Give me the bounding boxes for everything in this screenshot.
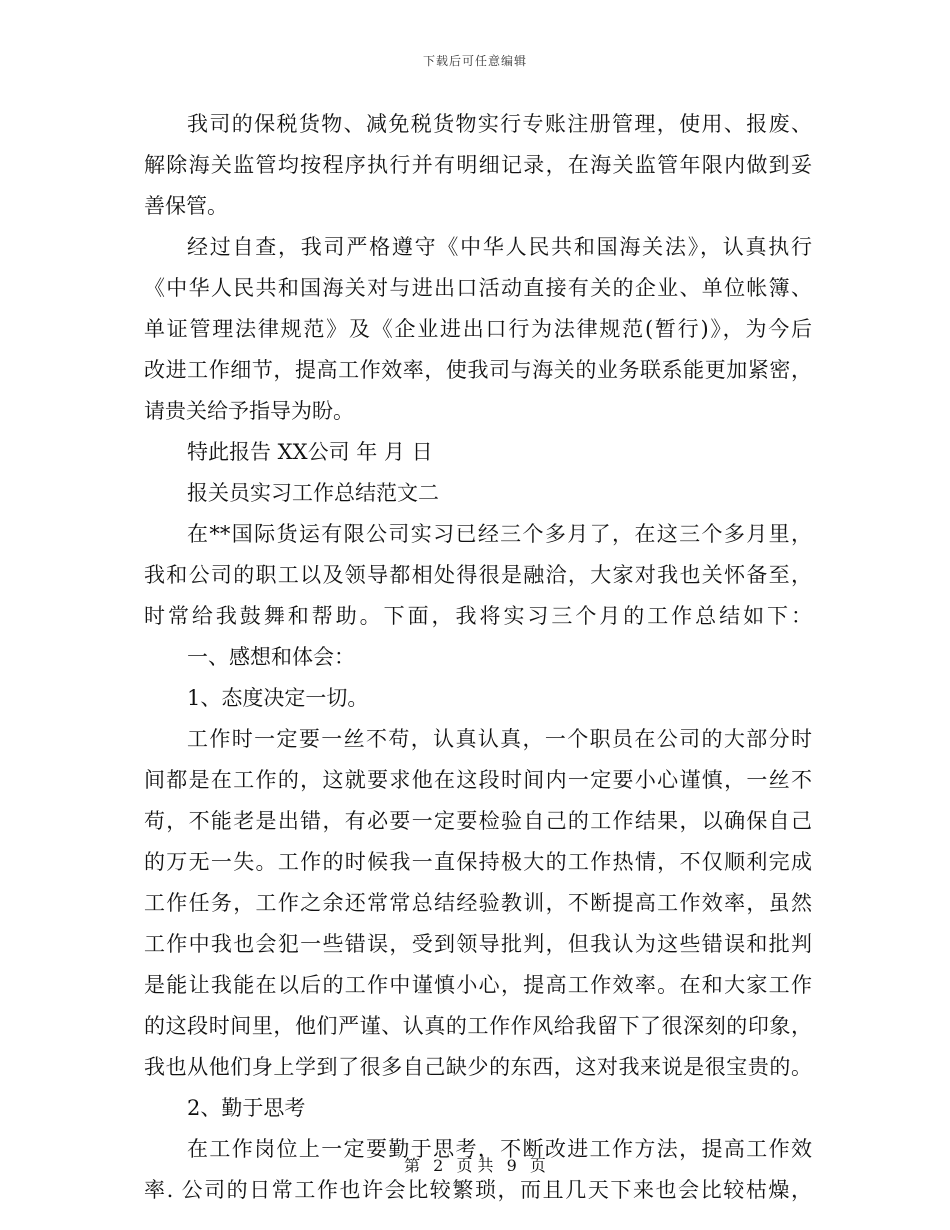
body-text: [144, 104, 812, 1211]
text-line: 解除海关监管均按程序执行并有明细记录，在海关监管年限内做到妥: [144, 153, 812, 177]
footer-middle: 页 共: [456, 1156, 494, 1175]
text-line: 一、感想和体会：: [187, 645, 355, 669]
text-line: 改进工作细节，提高工作效率，使我司与海关的业务联系能更加紧密，: [144, 358, 812, 382]
text-line: 《中华人民共和国海关对与进出口活动直接有关的企业、单位帐簿、: [144, 276, 812, 300]
text-line: 在**国际货运有限公司实习已经三个多月了，在这三个多月里，: [187, 522, 812, 546]
text-line: 在工作岗位上一定要勤于思考，不断改进工作方法，提高工作效: [187, 1137, 812, 1161]
text-line: 我和公司的职工以及领导都相处得很是融洽，大家对我也关怀备至，: [144, 563, 812, 587]
page-footer: [0, 1153, 950, 1176]
text-line: 我也从他们身上学到了很多自己缺少的东西，这对我来说是很宝贵的。: [144, 1055, 812, 1079]
text-line: 时常给我鼓舞和帮助。下面，我将实习三个月的工作总结如下：: [144, 604, 812, 628]
footer-current-page: 2: [433, 1156, 444, 1175]
text-line: 报关员实习工作总结范文二: [187, 481, 439, 505]
text-line: 工作时一定要一丝不苟，认真认真，一个职员在公司的大部分时: [187, 727, 812, 751]
text-line: 是能让我能在以后的工作中谨慎小心，提高工作效率。在和大家工作: [144, 973, 812, 997]
text-line: 的万无一失。工作的时候我一直保持极大的工作热情，不仅顺利完成: [144, 850, 812, 874]
page-header: 下载后可任意编辑: [422, 54, 527, 68]
text-line: 请贵关给予指导为盼。: [144, 399, 354, 423]
text-line: 间都是在工作的，这就要求他在这段时间内一定要小心谨慎，一丝不: [144, 768, 812, 792]
text-line: 的这段时间里，他们严谨、认真的工作作风给我留下了很深刻的印象，: [144, 1014, 812, 1038]
text-line: 2、勤于思考: [187, 1096, 306, 1120]
text-line: 工作任务，工作之余还常常总结经验教训，不断提高工作效率，虽然: [144, 891, 812, 915]
text-line: 1、态度决定一切。: [187, 686, 369, 710]
text-line: 率. 公司的日常工作也许会比较繁琐，而且几天下来也会比较枯燥，: [144, 1178, 812, 1202]
text-line: 特此报告 XX公司 年 月 日: [187, 440, 433, 464]
text-line: 经过自查，我司严格遵守《中华人民共和国海关法》，认真执行: [187, 235, 812, 259]
text-line: 单证管理法律规范》及《企业进出口行为法律规范(暂行)》，为今后: [144, 317, 812, 341]
footer-suffix: 页: [529, 1156, 546, 1175]
text-line: 我司的保税货物、减免税货物实行专账注册管理，使用、报废、: [187, 112, 812, 136]
footer-total-pages: 9: [506, 1156, 517, 1175]
text-line: 工作中我也会犯一些错误，受到领导批判，但我认为这些错误和批判: [144, 932, 812, 956]
text-line: 善保管。: [144, 194, 228, 218]
footer-prefix: 第: [404, 1156, 421, 1175]
text-line: 苟，不能老是出错，有必要一定要检验自己的工作结果，以确保自己: [144, 809, 812, 833]
